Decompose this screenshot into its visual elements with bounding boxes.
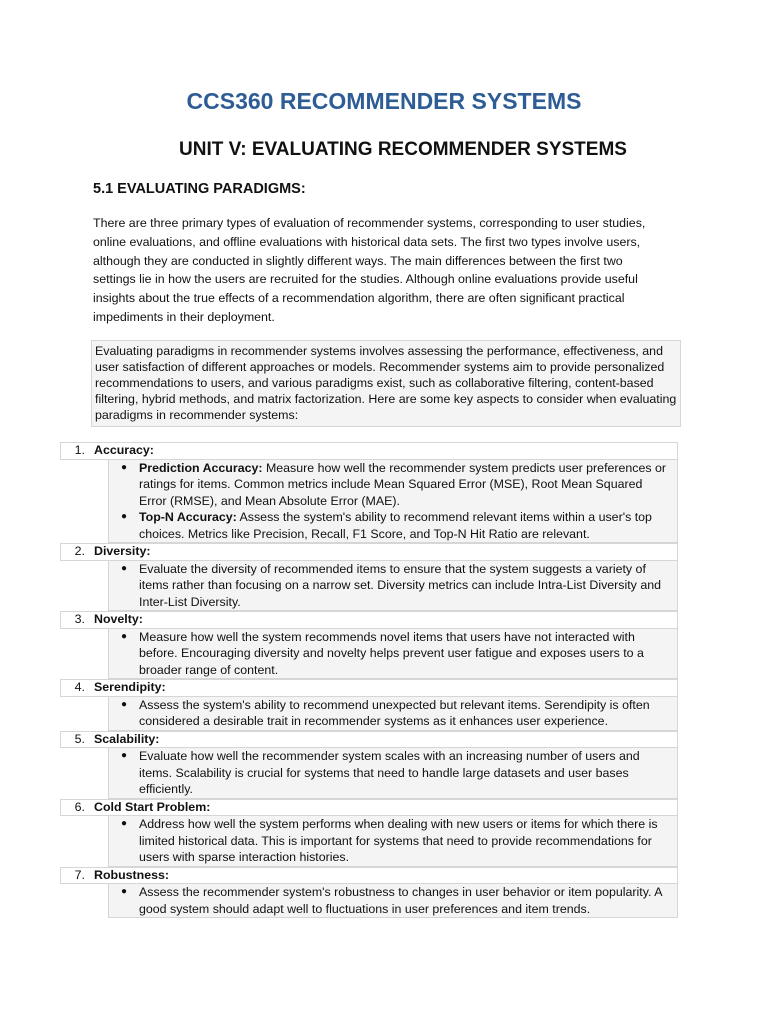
- bullet-point: [109, 561, 677, 611]
- list-item-title: Cold Start Problem:: [94, 799, 211, 814]
- list-item-body: [108, 697, 678, 731]
- list-item-body: [108, 748, 678, 799]
- bullet-text: [139, 748, 677, 798]
- list-item-title: Scalability:: [94, 731, 160, 746]
- highlighted-paragraph: Evaluating paradigms in recommender systems involves assessing the performance, effectiveness, and user satisfaction of different approaches or models. Recommender systems aim to provide personalized recommendations to users, and various paradigms exist, such as collaborative filtering, content-based filtering, hybrid methods, and matrix factorization. Here are some key aspects to consider when evaluating paradigms in recommender systems:: [91, 340, 681, 427]
- bullet-text: [139, 697, 677, 730]
- list-item-number: 3.: [74, 612, 85, 626]
- list-item-body: [108, 561, 678, 612]
- list-item-body: [108, 460, 678, 544]
- list-item-body: [108, 629, 678, 680]
- list-item-title: Accuracy:: [94, 443, 154, 457]
- bullet-dot-icon: ●: [120, 698, 128, 710]
- list-item-number: 4.: [74, 680, 85, 694]
- bullet-text: [139, 629, 677, 679]
- bullet-text: [139, 816, 677, 866]
- bullet-point: [109, 460, 677, 510]
- intro-paragraph: There are three primary types of evaluation of recommender systems, corresponding to user studies, online evaluations, and offline evaluations with historical data sets. The first two types involve users, although they are conducted in slightly different ways. The main differences between the first two settings lie in how the users are recruited for the studies. Although online evaluations provide useful insights about the true effects of a recommendation algorithm, there are often significant practical impediments in their deployment.: [93, 216, 646, 324]
- bullet-description: Measure how well the recommender system predicts user preferences or ratings for items. Common metrics include Mean Squared Error (MSE), Root Mean Squared Error (RMSE), and Mean Absolute Error (MAE).: [139, 460, 667, 508]
- list-item-title: Diversity:: [94, 544, 151, 558]
- bullet-dot-icon: ●: [120, 461, 128, 473]
- aspect-list: [60, 442, 678, 918]
- list-item-title: Serendipity:: [94, 680, 166, 694]
- bullet-dot-icon: ●: [120, 630, 128, 642]
- bullet-description: Assess the system's ability to recommend unexpected but relevant items. Serendipity is often considered a desirable trait in recommender systems as it enhances user experience.: [139, 697, 650, 728]
- list-item-heading: [60, 679, 678, 697]
- bullet-text: [139, 884, 677, 917]
- bullet-description: Assess the system's ability to recommend relevant items within a user's top choices. Metrics like Precision, Recall, F1 Score, and Top-N Hit Ratio are relevant.: [139, 510, 652, 541]
- list-item-heading: [60, 799, 678, 817]
- bullet-label: Prediction Accuracy:: [139, 460, 263, 475]
- page-title: CCS360 RECOMMENDER SYSTEMS: [186, 88, 582, 114]
- list-item-title: Robustness:: [94, 867, 170, 882]
- list-item-body: [108, 816, 678, 867]
- bullet-description: Evaluate how well the recommender system scales with an increasing number of users and items. Scalability is crucial for systems that need to handle large datasets and user bases efficiently.: [139, 749, 640, 796]
- bullet-point: [109, 816, 677, 866]
- bullet-dot-icon: ●: [120, 886, 128, 897]
- list-item-heading: [60, 867, 678, 885]
- bullet-point: [109, 509, 677, 542]
- bullet-point: [109, 697, 677, 730]
- bullet-description: Measure how well the system recommends novel items that users have not interacted with before. Encouraging diversity and novelty helps prevent user fatigue and exposes users to a broader range of content.: [139, 629, 644, 677]
- bullet-point: [109, 748, 677, 798]
- bullet-text: [139, 509, 677, 542]
- bullet-point: [109, 629, 677, 679]
- bullet-description: Evaluate the diversity of recommended items to ensure that the system suggests a variety of items rather than focusing on a narrow set. Diversity metrics can include Intra-List Diversity and Inter-List Diversity.: [139, 561, 661, 609]
- bullet-point: [109, 884, 677, 917]
- list-item-number: 6.: [74, 799, 85, 814]
- list-item-number: 5.: [74, 731, 85, 746]
- bullet-dot-icon: ●: [120, 562, 128, 574]
- bullet-dot-icon: ●: [120, 511, 128, 522]
- unit-title: UNIT V: EVALUATING RECOMMENDER SYSTEMS: [179, 139, 627, 160]
- list-item-title: Novelty:: [94, 612, 143, 626]
- bullet-label: Top-N Accuracy:: [139, 510, 237, 524]
- bullet-dot-icon: ●: [120, 818, 128, 829]
- list-item-number: 7.: [74, 867, 85, 882]
- bullet-text: [139, 460, 677, 510]
- bullet-text: [139, 561, 677, 611]
- section-heading: 5.1 EVALUATING PARADIGMS:: [93, 181, 306, 197]
- bullet-description: Address how well the system performs when dealing with new users or items for which there is limited historical data. This is important for systems that need to provide recommendations for users with sparse interaction histories.: [139, 817, 658, 864]
- bullet-dot-icon: ●: [120, 750, 128, 761]
- bullet-description: Assess the recommender system's robustness to changes in user behavior or item popularity. A good system should adapt well to fluctuations in user preferences and item trends.: [139, 885, 662, 916]
- list-item-heading: [60, 731, 678, 749]
- list-item-number: 2.: [74, 544, 85, 558]
- list-item-heading: [60, 543, 678, 561]
- list-item-heading: [60, 442, 678, 460]
- list-item-number: 1.: [74, 443, 85, 457]
- list-item-body: [108, 884, 678, 918]
- list-item-heading: [60, 611, 678, 629]
